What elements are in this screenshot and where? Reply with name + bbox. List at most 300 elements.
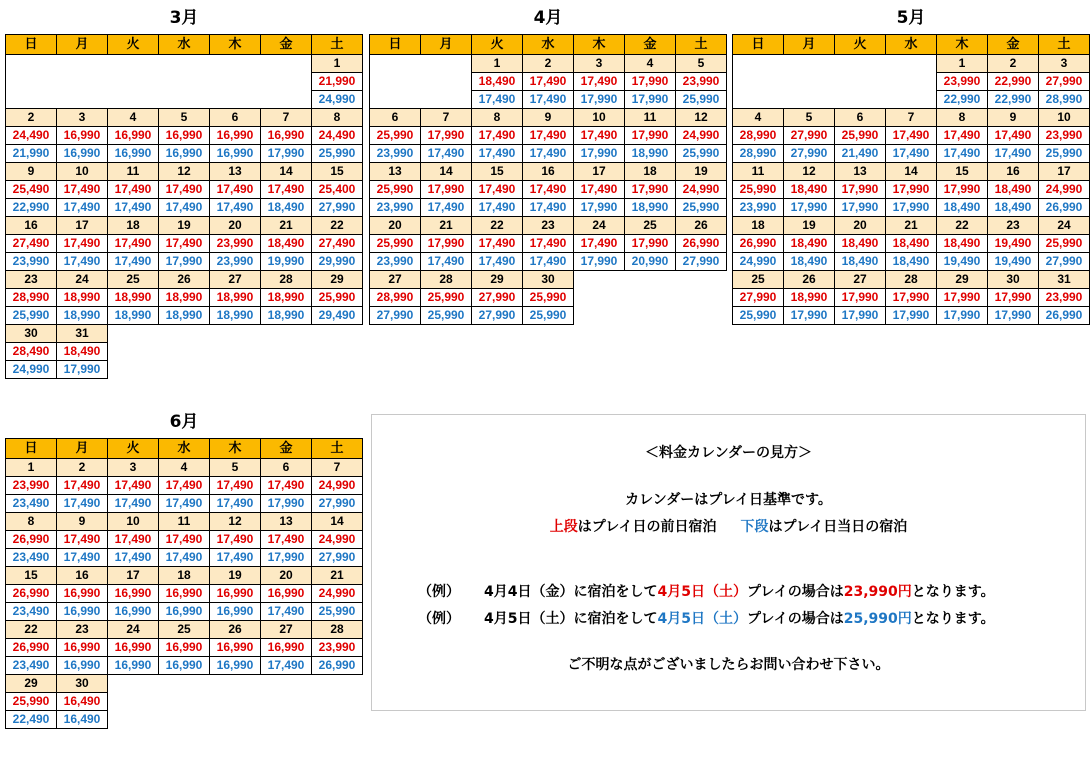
- upper-price-cell: 18,990: [57, 289, 108, 307]
- upper-price-row: [733, 181, 1090, 199]
- lower-price-cell: 17,490: [108, 199, 159, 217]
- date-cell: 15: [472, 163, 523, 181]
- date-cell: 23: [988, 217, 1039, 235]
- empty-cell: [835, 55, 886, 73]
- upper-price-row: [733, 235, 1090, 253]
- date-cell: 2: [57, 459, 108, 477]
- date-cell: 22: [472, 217, 523, 235]
- date-cell: 14: [421, 163, 472, 181]
- month-table: [5, 34, 363, 379]
- empty-cell: [261, 361, 312, 379]
- upper-price-cell: 17,490: [574, 181, 625, 199]
- date-cell: 28: [421, 271, 472, 289]
- weekday-header: 月: [421, 35, 472, 55]
- date-row: [733, 163, 1090, 181]
- lower-price-cell: 22,990: [6, 199, 57, 217]
- upper-price-row: [733, 289, 1090, 307]
- lower-price-cell: 25,990: [6, 307, 57, 325]
- weekday-header: 木: [574, 35, 625, 55]
- upper-price-cell: 16,990: [261, 127, 312, 145]
- upper-price-cell: 25,400: [312, 181, 363, 199]
- date-cell: 9: [523, 109, 574, 127]
- upper-price-cell: 24,990: [312, 585, 363, 603]
- date-cell: 26: [784, 271, 835, 289]
- date-cell: 27: [835, 271, 886, 289]
- lower-price-cell: 25,990: [312, 603, 363, 621]
- date-cell: 22: [312, 217, 363, 235]
- date-cell: 3: [574, 55, 625, 73]
- lower-price-cell: 18,990: [159, 307, 210, 325]
- upper-price-cell: 16,990: [210, 127, 261, 145]
- empty-cell: [261, 73, 312, 91]
- date-cell: 26: [159, 271, 210, 289]
- date-cell: 28: [886, 271, 937, 289]
- date-cell: 27: [210, 271, 261, 289]
- weekday-header: 日: [6, 439, 57, 459]
- empty-cell: [421, 73, 472, 91]
- date-row: [733, 271, 1090, 289]
- date-cell: 4: [625, 55, 676, 73]
- upper-price-cell: 25,990: [370, 127, 421, 145]
- weekday-header: 月: [57, 439, 108, 459]
- upper-price-row: [370, 235, 727, 253]
- upper-price-cell: 22,990: [988, 73, 1039, 91]
- upper-price-cell: 16,990: [159, 585, 210, 603]
- date-cell: 19: [210, 567, 261, 585]
- upper-price-cell: 18,990: [210, 289, 261, 307]
- upper-price-cell: 17,490: [472, 181, 523, 199]
- lower-price-cell: 25,990: [421, 307, 472, 325]
- upper-price-cell: 24,490: [6, 127, 57, 145]
- upper-price-cell: 18,990: [784, 289, 835, 307]
- lower-price-cell: 16,990: [108, 657, 159, 675]
- lower-price-cell: 17,990: [261, 145, 312, 163]
- date-cell: 22: [6, 621, 57, 639]
- date-row: [733, 55, 1090, 73]
- weekday-header: 木: [937, 35, 988, 55]
- empty-cell: [57, 91, 108, 109]
- date-cell: 29: [6, 675, 57, 693]
- upper-price-cell: 17,490: [261, 181, 312, 199]
- empty-cell: [210, 675, 261, 693]
- empty-cell: [108, 343, 159, 361]
- upper-price-cell: 23,990: [210, 235, 261, 253]
- date-cell: 30: [57, 675, 108, 693]
- example-text: となります。: [911, 584, 995, 600]
- upper-price-cell: 18,490: [261, 235, 312, 253]
- month-table: [5, 438, 363, 729]
- upper-price-row: [733, 127, 1090, 145]
- date-cell: 15: [312, 163, 363, 181]
- upper-price-row: [6, 693, 363, 711]
- empty-cell: [312, 343, 363, 361]
- lower-price-cell: 17,490: [57, 549, 108, 567]
- empty-cell: [210, 693, 261, 711]
- lower-price-cell: 27,990: [312, 549, 363, 567]
- weekday-header: 日: [370, 35, 421, 55]
- lower-price-cell: 17,490: [57, 199, 108, 217]
- lower-price-cell: 23,990: [733, 199, 784, 217]
- example-text: 4月4日（金）に宿泊をして: [484, 584, 658, 600]
- date-cell: 11: [625, 109, 676, 127]
- empty-cell: [159, 55, 210, 73]
- date-cell: 5: [210, 459, 261, 477]
- weekday-header-row: [6, 35, 363, 55]
- lower-price-cell: 16,990: [108, 145, 159, 163]
- lower-price-cell: 24,990: [733, 253, 784, 271]
- lower-price-cell: 28,990: [1039, 91, 1090, 109]
- date-cell: 12: [210, 513, 261, 531]
- upper-price-cell: 24,990: [676, 181, 727, 199]
- lower-price-cell: 16,990: [57, 657, 108, 675]
- lower-price-cell: 17,990: [835, 307, 886, 325]
- example-text: となります。: [911, 611, 995, 627]
- date-cell: 16: [6, 217, 57, 235]
- upper-price-cell: 17,490: [108, 181, 159, 199]
- lower-price-cell: 18,990: [261, 307, 312, 325]
- empty-cell: [159, 91, 210, 109]
- month-table: [369, 34, 727, 325]
- upper-price-cell: 16,990: [159, 127, 210, 145]
- lower-price-cell: 18,490: [988, 199, 1039, 217]
- empty-cell: [261, 693, 312, 711]
- weekday-header: 土: [1039, 35, 1090, 55]
- empty-cell: [312, 711, 363, 729]
- empty-cell: [676, 307, 727, 325]
- empty-cell: [261, 91, 312, 109]
- lower-price-cell: 17,490: [421, 145, 472, 163]
- upper-price-cell: 23,990: [1039, 289, 1090, 307]
- upper-price-cell: 16,990: [108, 127, 159, 145]
- upper-price-cell: 17,990: [625, 73, 676, 91]
- empty-cell: [261, 325, 312, 343]
- date-cell: 19: [676, 163, 727, 181]
- empty-cell: [733, 73, 784, 91]
- month-title: 3月: [169, 8, 199, 28]
- upper-price-cell: 24,990: [1039, 181, 1090, 199]
- date-cell: 18: [108, 217, 159, 235]
- example-text: 4月5日（土）に宿泊をして: [484, 611, 658, 627]
- date-row: [6, 271, 363, 289]
- date-cell: 16: [988, 163, 1039, 181]
- lower-price-cell: 16,990: [57, 145, 108, 163]
- empty-cell: [108, 73, 159, 91]
- upper-price-cell: 26,990: [733, 235, 784, 253]
- date-cell: 4: [159, 459, 210, 477]
- lower-price-cell: 17,490: [159, 549, 210, 567]
- date-cell: 19: [784, 217, 835, 235]
- lower-price-cell: 19,490: [988, 253, 1039, 271]
- date-cell: 23: [6, 271, 57, 289]
- date-row: [6, 163, 363, 181]
- lower-price-cell: 17,490: [108, 495, 159, 513]
- lower-price-cell: 17,490: [159, 199, 210, 217]
- date-cell: 1: [312, 55, 363, 73]
- date-cell: 31: [1039, 271, 1090, 289]
- empty-cell: [625, 307, 676, 325]
- lower-price-row: [6, 711, 363, 729]
- weekday-header: 木: [210, 439, 261, 459]
- weekday-header: 土: [676, 35, 727, 55]
- empty-cell: [261, 711, 312, 729]
- upper-price-row: [6, 639, 363, 657]
- date-cell: 17: [108, 567, 159, 585]
- upper-price-cell: 16,990: [108, 639, 159, 657]
- empty-cell: [159, 675, 210, 693]
- lower-price-cell: 20,990: [625, 253, 676, 271]
- date-cell: 2: [523, 55, 574, 73]
- lower-price-cell: 17,490: [210, 495, 261, 513]
- empty-cell: [108, 675, 159, 693]
- empty-cell: [108, 91, 159, 109]
- lower-row-text: はプレイ日当日の宿泊: [768, 519, 908, 535]
- empty-cell: [57, 73, 108, 91]
- lower-price-cell: 27,990: [676, 253, 727, 271]
- date-cell: 30: [523, 271, 574, 289]
- upper-price-cell: 25,990: [370, 181, 421, 199]
- weekday-header: 火: [835, 35, 886, 55]
- date-cell: 3: [57, 109, 108, 127]
- lower-row-word: 下段: [740, 519, 769, 535]
- upper-price-cell: 27,990: [1039, 73, 1090, 91]
- upper-price-row: [370, 73, 727, 91]
- weekday-header: 金: [988, 35, 1039, 55]
- date-cell: 5: [676, 55, 727, 73]
- upper-price-cell: 17,490: [159, 181, 210, 199]
- lower-price-cell: 29,990: [312, 253, 363, 271]
- lower-price-cell: 16,990: [108, 603, 159, 621]
- upper-price-cell: 27,990: [472, 289, 523, 307]
- weekday-header: 水: [523, 35, 574, 55]
- lower-price-cell: 23,990: [370, 199, 421, 217]
- lower-price-cell: 16,990: [57, 603, 108, 621]
- lower-price-cell: 25,990: [676, 145, 727, 163]
- lower-price-cell: 18,990: [210, 307, 261, 325]
- lower-price-cell: 25,990: [1039, 145, 1090, 163]
- empty-cell: [574, 307, 625, 325]
- example-prefix: （例）: [418, 611, 460, 627]
- empty-cell: [159, 693, 210, 711]
- date-cell: 26: [210, 621, 261, 639]
- upper-price-cell: 17,490: [159, 477, 210, 495]
- empty-cell: [159, 343, 210, 361]
- upper-price-cell: 24,990: [676, 127, 727, 145]
- empty-cell: [421, 91, 472, 109]
- empty-cell: [210, 361, 261, 379]
- date-cell: 9: [988, 109, 1039, 127]
- date-cell: 6: [261, 459, 312, 477]
- lower-price-cell: 17,490: [421, 253, 472, 271]
- lower-price-cell: 16,990: [159, 145, 210, 163]
- empty-cell: [733, 55, 784, 73]
- empty-cell: [733, 91, 784, 109]
- upper-price-cell: 16,990: [57, 127, 108, 145]
- upper-price-row: [6, 127, 363, 145]
- empty-cell: [370, 55, 421, 73]
- empty-cell: [6, 55, 57, 73]
- upper-price-cell: 16,990: [108, 585, 159, 603]
- date-cell: 3: [1039, 55, 1090, 73]
- upper-price-cell: 18,490: [988, 181, 1039, 199]
- upper-price-row: [6, 343, 363, 361]
- date-cell: 18: [733, 217, 784, 235]
- upper-price-row: [370, 127, 727, 145]
- lower-price-cell: 17,490: [421, 199, 472, 217]
- lower-price-cell: 28,990: [733, 145, 784, 163]
- date-row: [6, 621, 363, 639]
- upper-price-cell: 25,490: [6, 181, 57, 199]
- lower-price-row: [6, 603, 363, 621]
- upper-price-row: [6, 289, 363, 307]
- upper-price-cell: 27,490: [312, 235, 363, 253]
- lower-price-cell: 17,490: [57, 253, 108, 271]
- empty-cell: [210, 91, 261, 109]
- empty-cell: [261, 675, 312, 693]
- empty-cell: [574, 271, 625, 289]
- date-cell: 9: [6, 163, 57, 181]
- empty-cell: [159, 711, 210, 729]
- lower-price-cell: 21,490: [835, 145, 886, 163]
- date-cell: 28: [312, 621, 363, 639]
- upper-price-cell: 16,990: [261, 639, 312, 657]
- upper-price-cell: 17,490: [159, 531, 210, 549]
- lower-price-cell: 27,990: [312, 495, 363, 513]
- date-cell: 3: [108, 459, 159, 477]
- date-cell: 7: [886, 109, 937, 127]
- empty-cell: [210, 325, 261, 343]
- lower-price-cell: 23,490: [6, 657, 57, 675]
- upper-price-cell: 16,990: [210, 585, 261, 603]
- date-cell: 13: [261, 513, 312, 531]
- upper-price-cell: 17,490: [988, 127, 1039, 145]
- lower-price-cell: 17,990: [988, 307, 1039, 325]
- lower-price-row: [6, 199, 363, 217]
- lower-price-cell: 18,990: [108, 307, 159, 325]
- example-prefix: （例）: [418, 584, 460, 600]
- lower-price-cell: 19,490: [937, 253, 988, 271]
- lower-price-cell: 17,990: [937, 307, 988, 325]
- upper-price-cell: 25,990: [312, 289, 363, 307]
- empty-cell: [835, 73, 886, 91]
- lower-price-cell: 17,990: [574, 145, 625, 163]
- lower-price-row: [370, 91, 727, 109]
- month-title: 4月: [533, 8, 563, 28]
- upper-price-cell: 18,990: [159, 289, 210, 307]
- date-cell: 4: [108, 109, 159, 127]
- empty-cell: [312, 693, 363, 711]
- date-cell: 13: [835, 163, 886, 181]
- empty-cell: [210, 73, 261, 91]
- lower-price-cell: 17,990: [574, 199, 625, 217]
- date-cell: 22: [937, 217, 988, 235]
- upper-price-cell: 25,990: [421, 289, 472, 307]
- date-cell: 21: [261, 217, 312, 235]
- weekday-header: 月: [784, 35, 835, 55]
- date-row: [370, 271, 727, 289]
- lower-price-cell: 23,990: [210, 253, 261, 271]
- date-cell: 14: [261, 163, 312, 181]
- upper-price-cell: 25,990: [523, 289, 574, 307]
- lower-price-cell: 25,990: [523, 307, 574, 325]
- lower-price-row: [6, 91, 363, 109]
- date-cell: 2: [988, 55, 1039, 73]
- lower-price-cell: 17,990: [574, 253, 625, 271]
- empty-cell: [574, 289, 625, 307]
- weekday-header: 水: [159, 35, 210, 55]
- weekday-header: 水: [886, 35, 937, 55]
- date-cell: 14: [312, 513, 363, 531]
- lower-price-row: [733, 145, 1090, 163]
- lower-price-cell: 17,490: [210, 199, 261, 217]
- upper-price-cell: 17,990: [835, 289, 886, 307]
- lower-price-cell: 25,990: [676, 199, 727, 217]
- upper-price-cell: 23,990: [312, 639, 363, 657]
- lower-price-cell: 17,490: [937, 145, 988, 163]
- date-cell: 24: [1039, 217, 1090, 235]
- upper-price-cell: 17,490: [523, 235, 574, 253]
- upper-price-cell: 17,490: [108, 477, 159, 495]
- lower-price-cell: 23,990: [6, 253, 57, 271]
- example-date: 4月5日（土）: [657, 584, 747, 600]
- empty-cell: [886, 73, 937, 91]
- lower-price-cell: 17,490: [886, 145, 937, 163]
- upper-price-cell: 28,990: [370, 289, 421, 307]
- weekday-header: 火: [108, 35, 159, 55]
- upper-price-cell: 21,990: [312, 73, 363, 91]
- lower-price-cell: 17,990: [261, 495, 312, 513]
- date-cell: 23: [523, 217, 574, 235]
- lower-price-cell: 18,990: [625, 199, 676, 217]
- empty-cell: [835, 91, 886, 109]
- lower-price-cell: 17,990: [261, 549, 312, 567]
- upper-price-cell: 16,990: [261, 585, 312, 603]
- upper-price-cell: 18,990: [261, 289, 312, 307]
- upper-price-cell: 17,990: [625, 181, 676, 199]
- empty-cell: [108, 711, 159, 729]
- weekday-header: 水: [159, 439, 210, 459]
- date-cell: 6: [210, 109, 261, 127]
- upper-price-cell: 17,990: [835, 181, 886, 199]
- month-table: [732, 34, 1090, 325]
- date-cell: 31: [57, 325, 108, 343]
- example-date: 4月5日（土）: [657, 611, 747, 627]
- lower-price-row: [6, 253, 363, 271]
- upper-price-row: [370, 289, 727, 307]
- date-cell: 8: [937, 109, 988, 127]
- lower-price-cell: 27,990: [1039, 253, 1090, 271]
- lower-price-row: [733, 307, 1090, 325]
- date-cell: 18: [159, 567, 210, 585]
- date-row: [6, 217, 363, 235]
- lower-price-cell: 27,990: [370, 307, 421, 325]
- date-cell: 15: [937, 163, 988, 181]
- date-cell: 2: [6, 109, 57, 127]
- lower-price-cell: 27,990: [472, 307, 523, 325]
- upper-price-cell: 24,990: [312, 531, 363, 549]
- lower-price-cell: 18,490: [784, 253, 835, 271]
- empty-cell: [261, 55, 312, 73]
- upper-price-cell: 25,990: [835, 127, 886, 145]
- lower-price-cell: 17,490: [523, 253, 574, 271]
- lower-price-cell: 17,490: [523, 91, 574, 109]
- lower-price-row: [6, 361, 363, 379]
- lower-price-cell: 18,990: [57, 307, 108, 325]
- upper-price-cell: 19,490: [988, 235, 1039, 253]
- lower-price-cell: 17,490: [988, 145, 1039, 163]
- date-cell: 6: [370, 109, 421, 127]
- upper-price-cell: 17,490: [210, 477, 261, 495]
- date-cell: 16: [523, 163, 574, 181]
